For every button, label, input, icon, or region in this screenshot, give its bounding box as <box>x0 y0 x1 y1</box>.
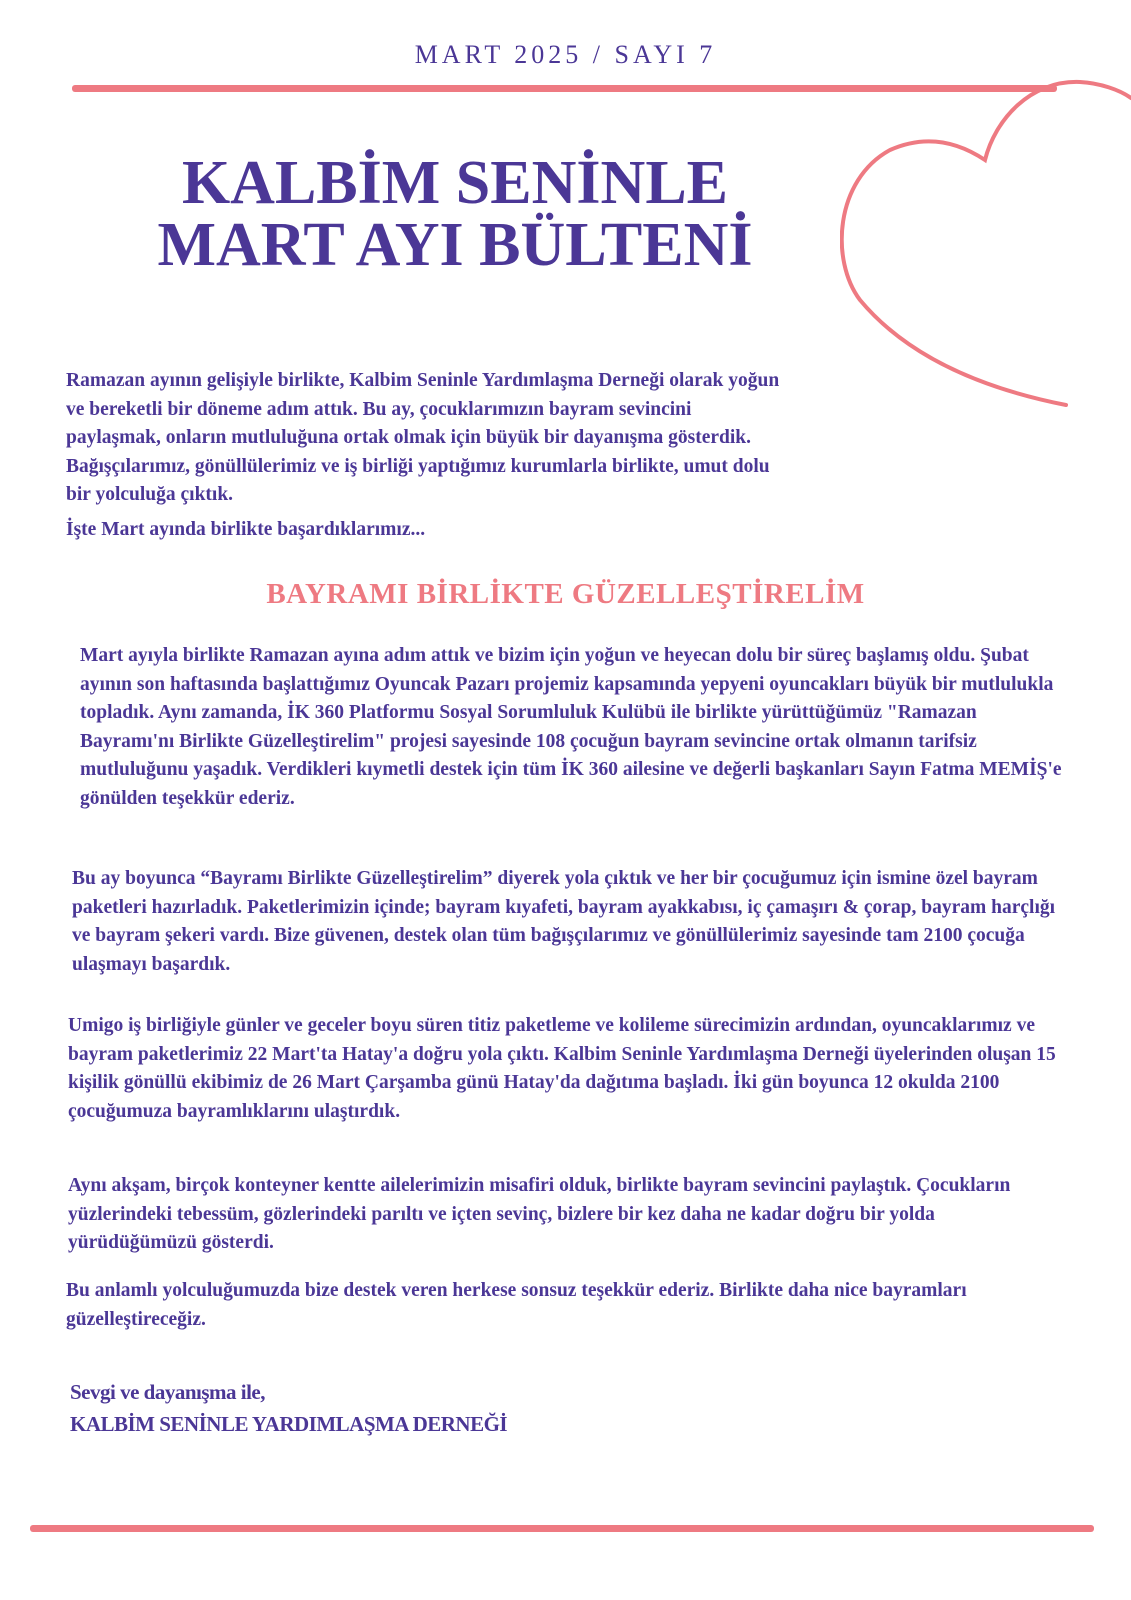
body-paragraph-5: Bu anlamlı yolculuğumuzda bize destek veren herkese sonsuz teşekkür ederiz. Birlikte daha nice bayramları güzelleştireceğiz. <box>66 1280 967 1330</box>
title-line-2: MART AYI BÜLTENİ <box>157 211 753 279</box>
intro-lead: İşte Mart ayında birlikte başardıklarımız... <box>66 519 426 540</box>
page-title <box>70 149 840 279</box>
signature-organization: KALBİM SENİNLE YARDIMLAŞMA DERNEĞİ <box>70 1412 508 1436</box>
body-paragraph-1: Mart ayıyla birlikte Ramazan ayına adım attık ve bizim için yoğun ve heyecan dolu bir süreç başlamış oldu. Şubat ayının son haftasında başlattığımız Oyuncak Pazarı projemiz kapsamında yepyeni oyuncakları büyük bir mutlulukla topladık. Aynı zamanda, İK 360 Platformu Sosyal Sorumluluk Kulübü ile birlikte yürüttüğümüz "Ramazan Bayramı'nı Birlikte Güzelleştirelim" projesi sayesinde 108 çocuğun bayram sevincine ortak olmanın tarifsiz mutluluğunu yaşadık. Verdikleri kıymetli destek için tüm İK 360 ailesine ve değerli başkanları Sayın Fatma MEMİŞ'e gönülden teşekkür ederiz. <box>80 645 1062 809</box>
signature-closing: Sevgi ve dayanışma ile, <box>70 1380 266 1404</box>
body-paragraph-4: Aynı akşam, birçok konteyner kentte ailelerimizin misafiri olduk, birlikte bayram sevincini paylaştık. Çocukların yüzlerindeki tebessüm, gözlerindeki parıltı ve içten sevinç, bizlere bir kez daha ne kadar doğru bir yolda yürüdüğümüzü gösterdi. <box>68 1175 1011 1253</box>
issue-label: MART 2025 / SAYI 7 <box>414 40 717 69</box>
body-paragraph-2: Bu ay boyunca “Bayramı Birlikte Güzelleştirelim” diyerek yola çıktık ve her bir çocuğumuz için ismine özel bayram paketleri hazırladık. Paketlerimizin içinde; bayram kıyafeti, bayram ayakkabısı, iç çamaşırı & çorap, bayram harçlığı ve bayram şekeri vardı. Bize güvenen, destek olan tüm bağışçılarımız ve gönüllülerimiz sayesinde tam 2100 çocuğa ulaşmayı başardık. <box>72 868 1056 975</box>
body-paragraph-3: Umigo iş birliğiyle günler ve geceler boyu süren titiz paketleme ve kolileme sürecimizin ardından, oyuncaklarımız ve bayram paketlerimiz 22 Mart'ta Hatay'a doğru yola çıktı. Kalbim Seninle Yardımlaşma Derneği üyelerinden oluşan 15 kişilik gönüllü ekibimiz de 26 Mart Çarşamba günü Hatay'da dağıtıma başladı. İki gün boyunca 12 okulda 2100 çocuğumuza bayramlıklarını ulaştırdık. <box>68 1015 1056 1122</box>
heart-outline-icon <box>840 70 1131 430</box>
intro-paragraph: Ramazan ayının gelişiyle birlikte, Kalbim Seninle Yardımlaşma Derneği olarak yoğun ve bereketli bir döneme adım attık. Bu ay, çocuklarımızın bayram sevincini paylaşmak, onların mutluluğuna ortak olmak için büyük bir dayanışma gösterdik. Bağışçılarımız, gönüllülerimiz ve iş birliği yaptığımız kurumlarla birlikte, umut dolu bir yolculuğa çıktık. <box>66 370 780 505</box>
bottom-divider <box>30 1525 1094 1532</box>
title-line-1: KALBİM SENİNLE <box>181 149 729 217</box>
section-heading: BAYRAMI BİRLİKTE GÜZELLEŞTİRELİM <box>266 578 865 610</box>
